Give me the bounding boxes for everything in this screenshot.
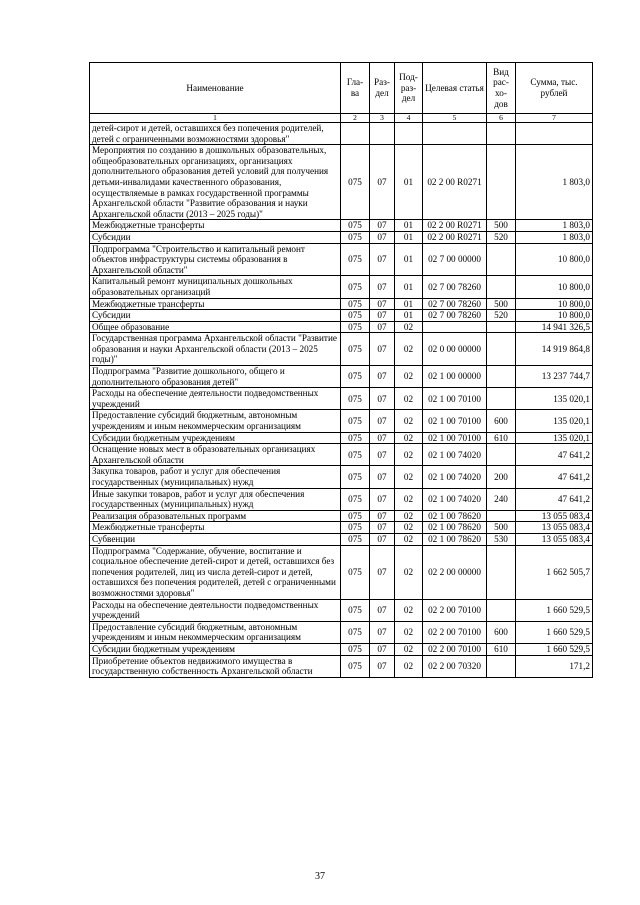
row-name-cell: Иные закупки товаров, работ и услуг для обеспечения государственных (муниципальных) нужд [90, 488, 341, 510]
row-subsection-cell: 02 [395, 545, 423, 599]
table-row [90, 310, 593, 322]
row-target-article-cell: 02 1 00 74020 [423, 444, 487, 466]
row-chapter-cell: 075 [341, 488, 370, 510]
row-name-cell: Капитальный ремонт муниципальных дошкольных образовательных организаций [90, 276, 341, 298]
row-amount-cell: 1 803,0 [516, 231, 593, 243]
row-section-cell: 07 [370, 643, 395, 655]
row-target-article-cell: 02 2 00 70320 [423, 655, 487, 677]
row-target-article-cell: 02 1 00 78620 [423, 522, 487, 534]
row-chapter-cell: 075 [341, 298, 370, 310]
row-target-article-cell: 02 1 00 70100 [423, 432, 487, 444]
row-subsection-cell: 01 [395, 276, 423, 298]
header-section: Раз-дел [370, 63, 395, 114]
row-amount-cell: 14 941 326,5 [516, 321, 593, 333]
row-expense-type-cell: 610 [487, 643, 516, 655]
row-section-cell: 07 [370, 466, 395, 488]
row-amount-cell: 10 800,0 [516, 310, 593, 322]
row-chapter-cell: 075 [341, 599, 370, 621]
row-subsection-cell: 02 [395, 410, 423, 432]
header-chapter: Гла-ва [341, 63, 370, 114]
header-target-article: Целевая статья [423, 63, 487, 114]
table-body [90, 123, 593, 678]
row-chapter-cell: 075 [341, 444, 370, 466]
table-row [90, 145, 593, 220]
row-name-cell: Закупка товаров, работ и услуг для обеспечения государственных (муниципальных) нужд [90, 466, 341, 488]
row-amount-cell [516, 123, 593, 145]
row-section-cell: 07 [370, 388, 395, 410]
row-expense-type-cell [487, 545, 516, 599]
row-expense-type-cell [487, 388, 516, 410]
row-target-article-cell [423, 123, 487, 145]
row-amount-cell: 1 660 529,5 [516, 643, 593, 655]
table-row [90, 276, 593, 298]
row-chapter-cell [341, 123, 370, 145]
row-target-article-cell: 02 7 00 78260 [423, 298, 487, 310]
row-name-cell: Межбюджетные трансферты [90, 298, 341, 310]
row-target-article-cell: 02 2 00 70100 [423, 599, 487, 621]
row-chapter-cell: 075 [341, 466, 370, 488]
row-name-cell: Межбюджетные трансферты [90, 220, 341, 232]
row-section-cell: 07 [370, 432, 395, 444]
row-chapter-cell: 075 [341, 310, 370, 322]
table-row [90, 466, 593, 488]
row-chapter-cell: 075 [341, 533, 370, 545]
row-target-article-cell: 02 2 00 00000 [423, 545, 487, 599]
row-section-cell: 07 [370, 310, 395, 322]
row-target-article-cell: 02 2 00 R0271 [423, 220, 487, 232]
row-chapter-cell: 075 [341, 243, 370, 276]
row-chapter-cell: 075 [341, 545, 370, 599]
row-target-article-cell: 02 7 00 00000 [423, 243, 487, 276]
row-amount-cell: 13 055 083,4 [516, 510, 593, 522]
row-target-article-cell: 02 1 00 00000 [423, 366, 487, 388]
row-expense-type-cell [487, 333, 516, 366]
column-number: 4 [395, 114, 423, 123]
header-expense-type: Вид рас-хо-дов [487, 63, 516, 114]
row-chapter-cell: 075 [341, 522, 370, 534]
row-target-article-cell: 02 2 00 R0271 [423, 145, 487, 220]
row-section-cell: 07 [370, 220, 395, 232]
row-name-cell: Мероприятия по созданию в дошкольных образовательных, общеобразовательных организациях, организациях дополнительного образования детей условий для получения детьми-инвалидами качественного образования, осуществляемые в рамках государственной программы Архангельской области "Развитие образования и науки Архангельской области (2013 – 2025 годы)" [90, 145, 341, 220]
column-number: 7 [516, 114, 593, 123]
table-row [90, 488, 593, 510]
row-name-cell: Межбюджетные трансферты [90, 522, 341, 534]
row-expense-type-cell: 530 [487, 533, 516, 545]
row-target-article-cell: 02 1 00 78620 [423, 510, 487, 522]
row-subsection-cell: 02 [395, 599, 423, 621]
row-expense-type-cell [487, 321, 516, 333]
row-subsection-cell: 02 [395, 321, 423, 333]
row-section-cell [370, 123, 395, 145]
row-name-cell: Расходы на обеспечение деятельности подведомственных учреждений [90, 599, 341, 621]
row-chapter-cell: 075 [341, 621, 370, 643]
row-chapter-cell: 075 [341, 366, 370, 388]
table-row [90, 522, 593, 534]
row-expense-type-cell [487, 123, 516, 145]
column-number-row [90, 114, 593, 123]
row-target-article-cell: 02 1 00 74020 [423, 466, 487, 488]
row-target-article-cell: 02 2 00 70100 [423, 643, 487, 655]
page-number: 37 [315, 871, 325, 882]
row-amount-cell: 1 660 529,5 [516, 599, 593, 621]
row-section-cell: 07 [370, 522, 395, 534]
row-subsection-cell: 01 [395, 145, 423, 220]
row-expense-type-cell: 500 [487, 220, 516, 232]
row-subsection-cell: 02 [395, 655, 423, 677]
column-number: 1 [90, 114, 341, 123]
row-name-cell: Предоставление субсидий бюджетным, автономным учреждениям и иным некоммерческим организациям [90, 410, 341, 432]
row-amount-cell: 135 020,1 [516, 388, 593, 410]
row-subsection-cell: 02 [395, 643, 423, 655]
row-section-cell: 07 [370, 333, 395, 366]
row-amount-cell: 171,2 [516, 655, 593, 677]
row-expense-type-cell: 240 [487, 488, 516, 510]
row-expense-type-cell [487, 599, 516, 621]
column-number: 6 [487, 114, 516, 123]
row-target-article-cell: 02 7 00 78260 [423, 310, 487, 322]
row-name-cell: Субвенции [90, 533, 341, 545]
row-chapter-cell: 075 [341, 643, 370, 655]
row-section-cell: 07 [370, 488, 395, 510]
column-number: 5 [423, 114, 487, 123]
row-chapter-cell: 075 [341, 388, 370, 410]
row-amount-cell: 10 800,0 [516, 276, 593, 298]
row-chapter-cell: 075 [341, 432, 370, 444]
row-name-cell: Подпрограмма "Содержание, обучение, воспитание и социальное обеспечение детей-сирот и детей, оставшихся без попечения родителей, лиц из числа детей-сирот и детей, оставшихся без попечения родителей, детей с ограниченными возможностями здоровья" [90, 545, 341, 599]
row-section-cell: 07 [370, 145, 395, 220]
row-name-cell: детей-сирот и детей, оставшихся без попечения родителей, детей с ограниченными возможностями здоровья" [90, 123, 341, 145]
row-amount-cell: 135 020,1 [516, 432, 593, 444]
row-expense-type-cell [487, 655, 516, 677]
row-name-cell: Реализация образовательных программ [90, 510, 341, 522]
row-amount-cell: 10 800,0 [516, 243, 593, 276]
budget-table [89, 62, 593, 678]
table-row [90, 432, 593, 444]
row-amount-cell: 47 641,2 [516, 488, 593, 510]
table-row [90, 533, 593, 545]
row-target-article-cell: 02 1 00 78620 [423, 533, 487, 545]
column-number: 2 [341, 114, 370, 123]
header-row [90, 63, 593, 114]
row-expense-type-cell [487, 444, 516, 466]
row-section-cell: 07 [370, 321, 395, 333]
row-chapter-cell: 075 [341, 410, 370, 432]
table-row [90, 510, 593, 522]
row-amount-cell: 1 803,0 [516, 145, 593, 220]
row-amount-cell: 47 641,2 [516, 444, 593, 466]
row-target-article-cell: 02 1 00 70100 [423, 410, 487, 432]
row-amount-cell: 1 803,0 [516, 220, 593, 232]
row-amount-cell: 13 055 083,4 [516, 522, 593, 534]
row-expense-type-cell: 600 [487, 621, 516, 643]
row-section-cell: 07 [370, 510, 395, 522]
row-subsection-cell: 02 [395, 522, 423, 534]
table-row [90, 545, 593, 599]
row-amount-cell: 14 919 864,8 [516, 333, 593, 366]
row-name-cell: Субсидии [90, 310, 341, 322]
header-subsection: Под-раз-дел [395, 63, 423, 114]
row-expense-type-cell [487, 145, 516, 220]
row-chapter-cell: 075 [341, 333, 370, 366]
row-section-cell: 07 [370, 599, 395, 621]
row-section-cell: 07 [370, 298, 395, 310]
row-name-cell: Расходы на обеспечение деятельности подведомственных учреждений [90, 388, 341, 410]
row-expense-type-cell [487, 243, 516, 276]
table-row [90, 621, 593, 643]
row-amount-cell: 13 237 744,7 [516, 366, 593, 388]
row-target-article-cell: 02 0 00 00000 [423, 333, 487, 366]
row-amount-cell: 47 641,2 [516, 466, 593, 488]
row-subsection-cell: 02 [395, 621, 423, 643]
table-row [90, 231, 593, 243]
table-row [90, 298, 593, 310]
row-expense-type-cell [487, 276, 516, 298]
row-subsection-cell: 02 [395, 432, 423, 444]
row-expense-type-cell: 500 [487, 298, 516, 310]
table-row [90, 599, 593, 621]
row-chapter-cell: 075 [341, 276, 370, 298]
table-row [90, 220, 593, 232]
row-subsection-cell: 01 [395, 298, 423, 310]
row-amount-cell: 1 662 505,7 [516, 545, 593, 599]
row-amount-cell: 135 020,1 [516, 410, 593, 432]
table-row [90, 643, 593, 655]
row-subsection-cell: 02 [395, 366, 423, 388]
row-expense-type-cell: 600 [487, 410, 516, 432]
row-expense-type-cell: 610 [487, 432, 516, 444]
row-subsection-cell: 02 [395, 444, 423, 466]
row-amount-cell: 1 660 529,5 [516, 621, 593, 643]
row-expense-type-cell: 200 [487, 466, 516, 488]
table-row [90, 388, 593, 410]
table-row [90, 366, 593, 388]
table-row [90, 444, 593, 466]
row-section-cell: 07 [370, 276, 395, 298]
row-chapter-cell: 075 [341, 220, 370, 232]
row-subsection-cell: 01 [395, 231, 423, 243]
header-name: Наименование [90, 63, 341, 114]
row-subsection-cell [395, 123, 423, 145]
row-name-cell: Оснащение новых мест в образовательных организациях Архангельской области [90, 444, 341, 466]
row-name-cell: Подпрограмма "Развитие дошкольного, общего и дополнительного образования детей" [90, 366, 341, 388]
row-amount-cell: 10 800,0 [516, 298, 593, 310]
row-section-cell: 07 [370, 621, 395, 643]
row-subsection-cell: 01 [395, 220, 423, 232]
row-name-cell: Субсидии [90, 231, 341, 243]
row-expense-type-cell: 520 [487, 310, 516, 322]
row-subsection-cell: 02 [395, 388, 423, 410]
row-chapter-cell: 075 [341, 231, 370, 243]
row-subsection-cell: 01 [395, 243, 423, 276]
row-expense-type-cell [487, 510, 516, 522]
row-subsection-cell: 01 [395, 310, 423, 322]
row-section-cell: 07 [370, 410, 395, 432]
column-number: 3 [370, 114, 395, 123]
row-section-cell: 07 [370, 366, 395, 388]
row-subsection-cell: 02 [395, 533, 423, 545]
row-section-cell: 07 [370, 533, 395, 545]
row-subsection-cell: 02 [395, 510, 423, 522]
table-row [90, 333, 593, 366]
row-subsection-cell: 02 [395, 488, 423, 510]
table-row [90, 123, 593, 145]
row-section-cell: 07 [370, 655, 395, 677]
row-chapter-cell: 075 [341, 510, 370, 522]
row-section-cell: 07 [370, 231, 395, 243]
row-chapter-cell: 075 [341, 655, 370, 677]
row-name-cell: Общее образование [90, 321, 341, 333]
table-row [90, 321, 593, 333]
row-section-cell: 07 [370, 444, 395, 466]
row-target-article-cell: 02 1 00 70100 [423, 388, 487, 410]
row-name-cell: Подпрограмма "Строительство и капитальный ремонт объектов инфраструктуры системы образования в Архангельской области" [90, 243, 341, 276]
row-target-article-cell: 02 7 00 78260 [423, 276, 487, 298]
row-amount-cell: 13 055 083,4 [516, 533, 593, 545]
header-amount: Сумма, тыс. рублей [516, 63, 593, 114]
row-chapter-cell: 075 [341, 145, 370, 220]
row-chapter-cell: 075 [341, 321, 370, 333]
budget-table-container [89, 62, 592, 678]
row-name-cell: Предоставление субсидий бюджетным, автономным учреждениям и иным некоммерческим организациям [90, 621, 341, 643]
row-subsection-cell: 02 [395, 333, 423, 366]
table-row [90, 243, 593, 276]
row-section-cell: 07 [370, 243, 395, 276]
table-row [90, 410, 593, 432]
row-subsection-cell: 02 [395, 466, 423, 488]
row-target-article-cell: 02 2 00 R0271 [423, 231, 487, 243]
row-name-cell: Приобретение объектов недвижимого имущества в государственную собственность Архангельской области [90, 655, 341, 677]
row-expense-type-cell [487, 366, 516, 388]
row-expense-type-cell: 520 [487, 231, 516, 243]
row-target-article-cell [423, 321, 487, 333]
row-name-cell: Субсидии бюджетным учреждениям [90, 643, 341, 655]
row-target-article-cell: 02 2 00 70100 [423, 621, 487, 643]
table-row [90, 655, 593, 677]
row-target-article-cell: 02 1 00 74020 [423, 488, 487, 510]
row-name-cell: Субсидии бюджетным учреждениям [90, 432, 341, 444]
row-section-cell: 07 [370, 545, 395, 599]
row-expense-type-cell: 500 [487, 522, 516, 534]
row-name-cell: Государственная программа Архангельской области "Развитие образования и науки Архангельской области (2013 – 2025 годы)" [90, 333, 341, 366]
